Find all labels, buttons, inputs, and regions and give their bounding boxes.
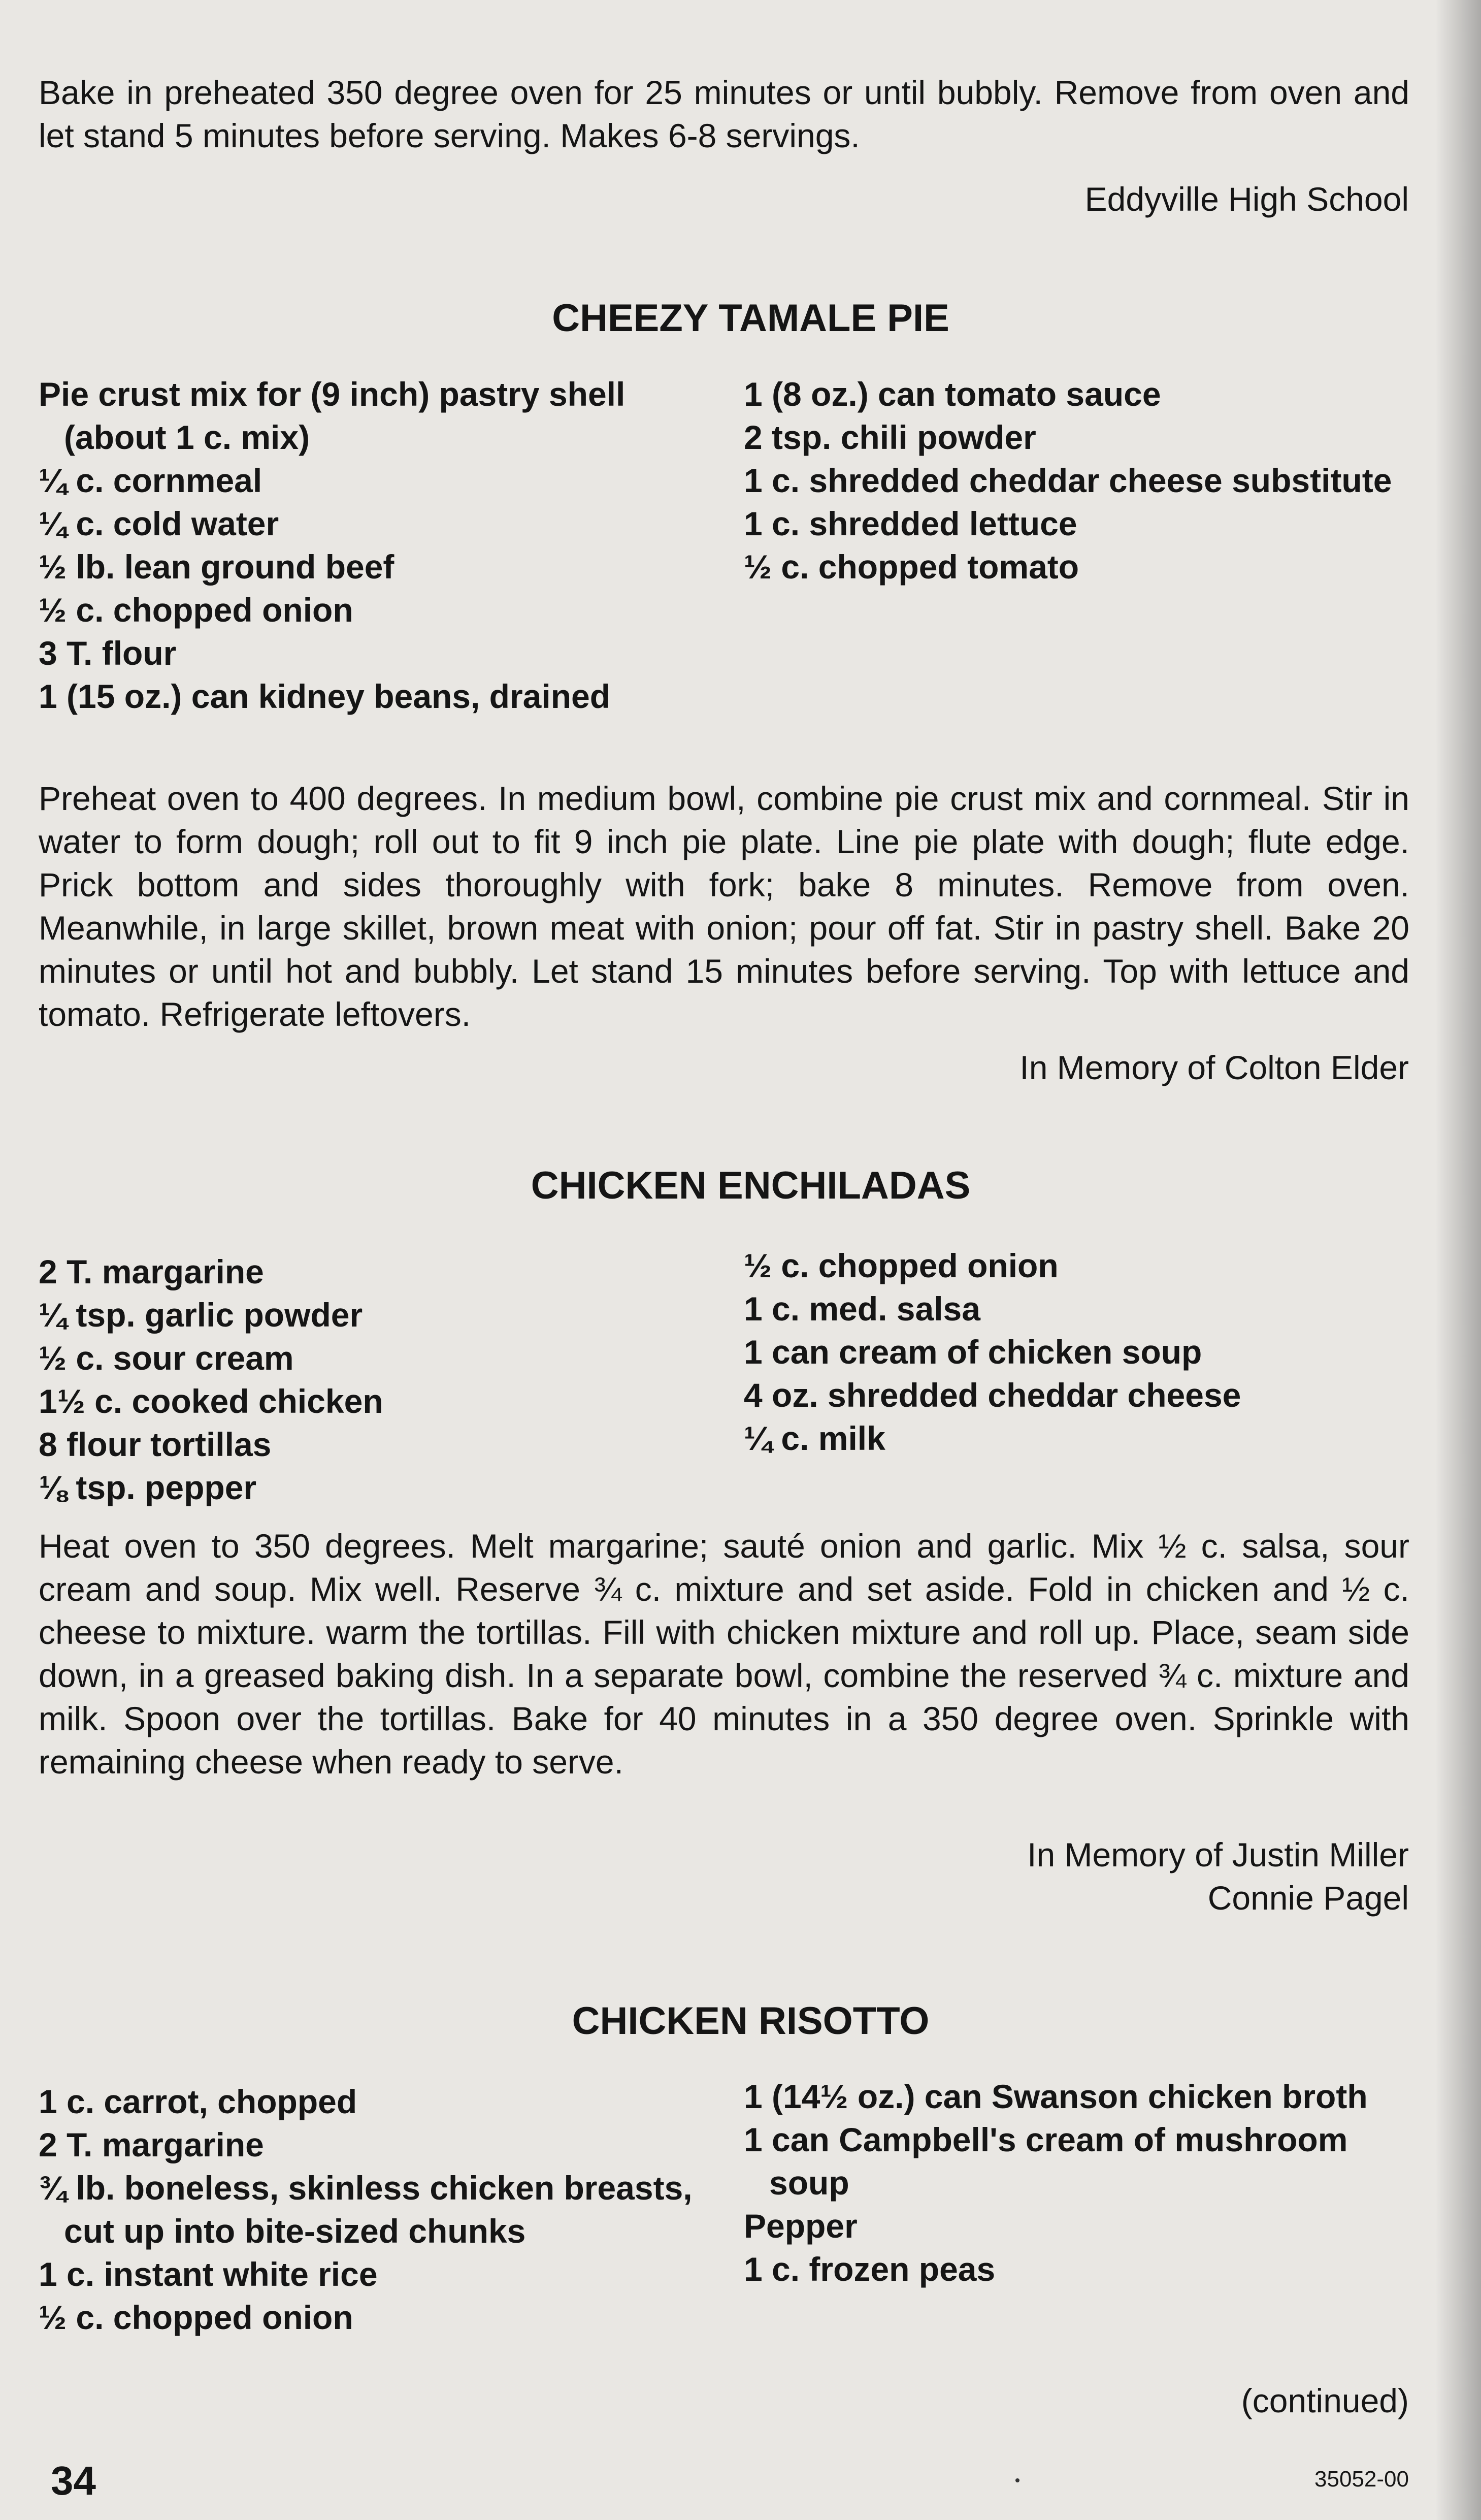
ingredient: ⅛ tsp. pepper (39, 1469, 257, 1506)
ingredient: 1 (15 oz.) can kidney beans, drained (39, 677, 611, 715)
ingredients-left-enchiladas (39, 1250, 709, 1509)
ingredient: ¼ c. cold water (39, 505, 279, 542)
ingredient: 1 can Campbell's cream of mushroom soup (744, 2121, 1348, 2202)
ingredient: 1 c. carrot, chopped (39, 2083, 357, 2120)
ingredient: ½ c. chopped onion (39, 591, 353, 629)
ingredient: Pepper (744, 2207, 858, 2245)
ingredient: ¼ tsp. garlic powder (39, 1296, 363, 1334)
ingredient: 1 (8 oz.) can tomato sauce (744, 375, 1161, 413)
ingredient: ½ c. sour cream (39, 1339, 294, 1377)
ingredient: 1 c. shredded cheddar cheese substitute (744, 462, 1392, 499)
ingredient: 2 T. margarine (39, 1253, 264, 1290)
ingredient: ½ lb. lean ground beef (39, 548, 394, 586)
ingredient: ½ c. chopped onion (744, 1247, 1059, 1284)
ingredient: 1 c. shredded lettuce (744, 505, 1077, 542)
continued-note: (continued) (1241, 2382, 1409, 2419)
ingredient: 1 c. instant white rice (39, 2255, 378, 2293)
credit-justin-miller: In Memory of Justin Miller (1027, 1836, 1409, 1873)
print-dot (1015, 2478, 1019, 2482)
intro-credit: Eddyville High School (1084, 180, 1409, 218)
ingredient: 2 T. margarine (39, 2126, 264, 2163)
directions-enchiladas: Heat oven to 350 degrees. Melt margarine; sauté onion and garlic. Mix ½ c. salsa, sour cream and soup. Mix well. Reserve ¾ c. mixture and set aside. Fold in chicken and ½ c. cheese to mixture. warm the tortillas. Fill with chicken mixture and roll up. Place, seam side down, in a greased baking dish. In a separate bowl, combine the reserved ¾ c. mixture and milk. Spoon over the tortillas. Bake for 40 minutes in a 350 degree oven. Sprinkle with remaining cheese when ready to serve. (39, 1527, 1409, 1781)
credit-connie-pagel: Connie Pagel (1207, 1879, 1409, 1917)
ingredient: ½ c. chopped tomato (744, 548, 1079, 586)
ingredient: 4 oz. shredded cheddar cheese (744, 1376, 1241, 1414)
ingredient: 8 flour tortillas (39, 1426, 272, 1463)
ingredients-right-tamale (744, 373, 1434, 589)
ingredient: ½ c. chopped onion (39, 2299, 353, 2336)
recipe-title-cheezy-tamale-pie: CHEEZY TAMALE PIE (552, 297, 949, 340)
intro-paragraph: Bake in preheated 350 degree oven for 25 minutes or until bubbly. Remove from oven and let stand 5 minutes before serving. Makes 6-8 servings. (39, 74, 1409, 154)
page-number: 34 (51, 2458, 96, 2503)
ingredient: 1½ c. cooked chicken (39, 1382, 383, 1420)
ingredients-left-tamale (39, 373, 709, 718)
ingredients-right-enchiladas (744, 1244, 1434, 1460)
ingredient: 3 T. flour (39, 634, 177, 672)
ingredients-left-risotto (39, 2080, 709, 2339)
ingredient: ¼ c. cornmeal (39, 462, 262, 499)
credit-colton-elder: In Memory of Colton Elder (1019, 1049, 1409, 1086)
print-code: 35052-00 (1314, 2467, 1409, 2492)
recipe-title-chicken-risotto: CHICKEN RISOTTO (572, 1999, 930, 2043)
directions-tamale: Preheat oven to 400 degrees. In medium bowl, combine pie crust mix and cornmeal. Stir in water to form dough; roll out to fit 9 inch pie plate. Line pie plate with dough; flute edge. Prick bottom and sides thoroughly with fork; bake 8 minutes. Remove from oven. Meanwhile, in large skillet, brown meat with onion; pour off fat. Stir in pastry shell. Bake 20 minutes or until hot and bubbly. Let stand 15 minutes before serving. Top with lettuce and tomato. Refrigerate leftovers. (39, 780, 1409, 1033)
recipe-title-chicken-enchiladas: CHICKEN ENCHILADAS (531, 1164, 971, 1207)
ingredient: 1 (14½ oz.) can Swanson chicken broth (744, 2078, 1368, 2115)
page-edge-shadow (1435, 0, 1481, 2520)
ingredients-right-risotto (744, 2075, 1434, 2291)
ingredient: 1 c. med. salsa (744, 1290, 980, 1328)
ingredient: 1 can cream of chicken soup (744, 1333, 1202, 1371)
ingredient: ¼ c. milk (744, 1419, 885, 1457)
ingredient: 1 c. frozen peas (744, 2250, 996, 2288)
ingredient: Pie crust mix for (9 inch) pastry shell (about 1 c. mix) (39, 375, 626, 456)
ingredient: ¾ lb. boneless, skinless chicken breasts, cut up into bite-sized chunks (39, 2169, 693, 2250)
ingredient: 2 tsp. chili powder (744, 418, 1036, 456)
